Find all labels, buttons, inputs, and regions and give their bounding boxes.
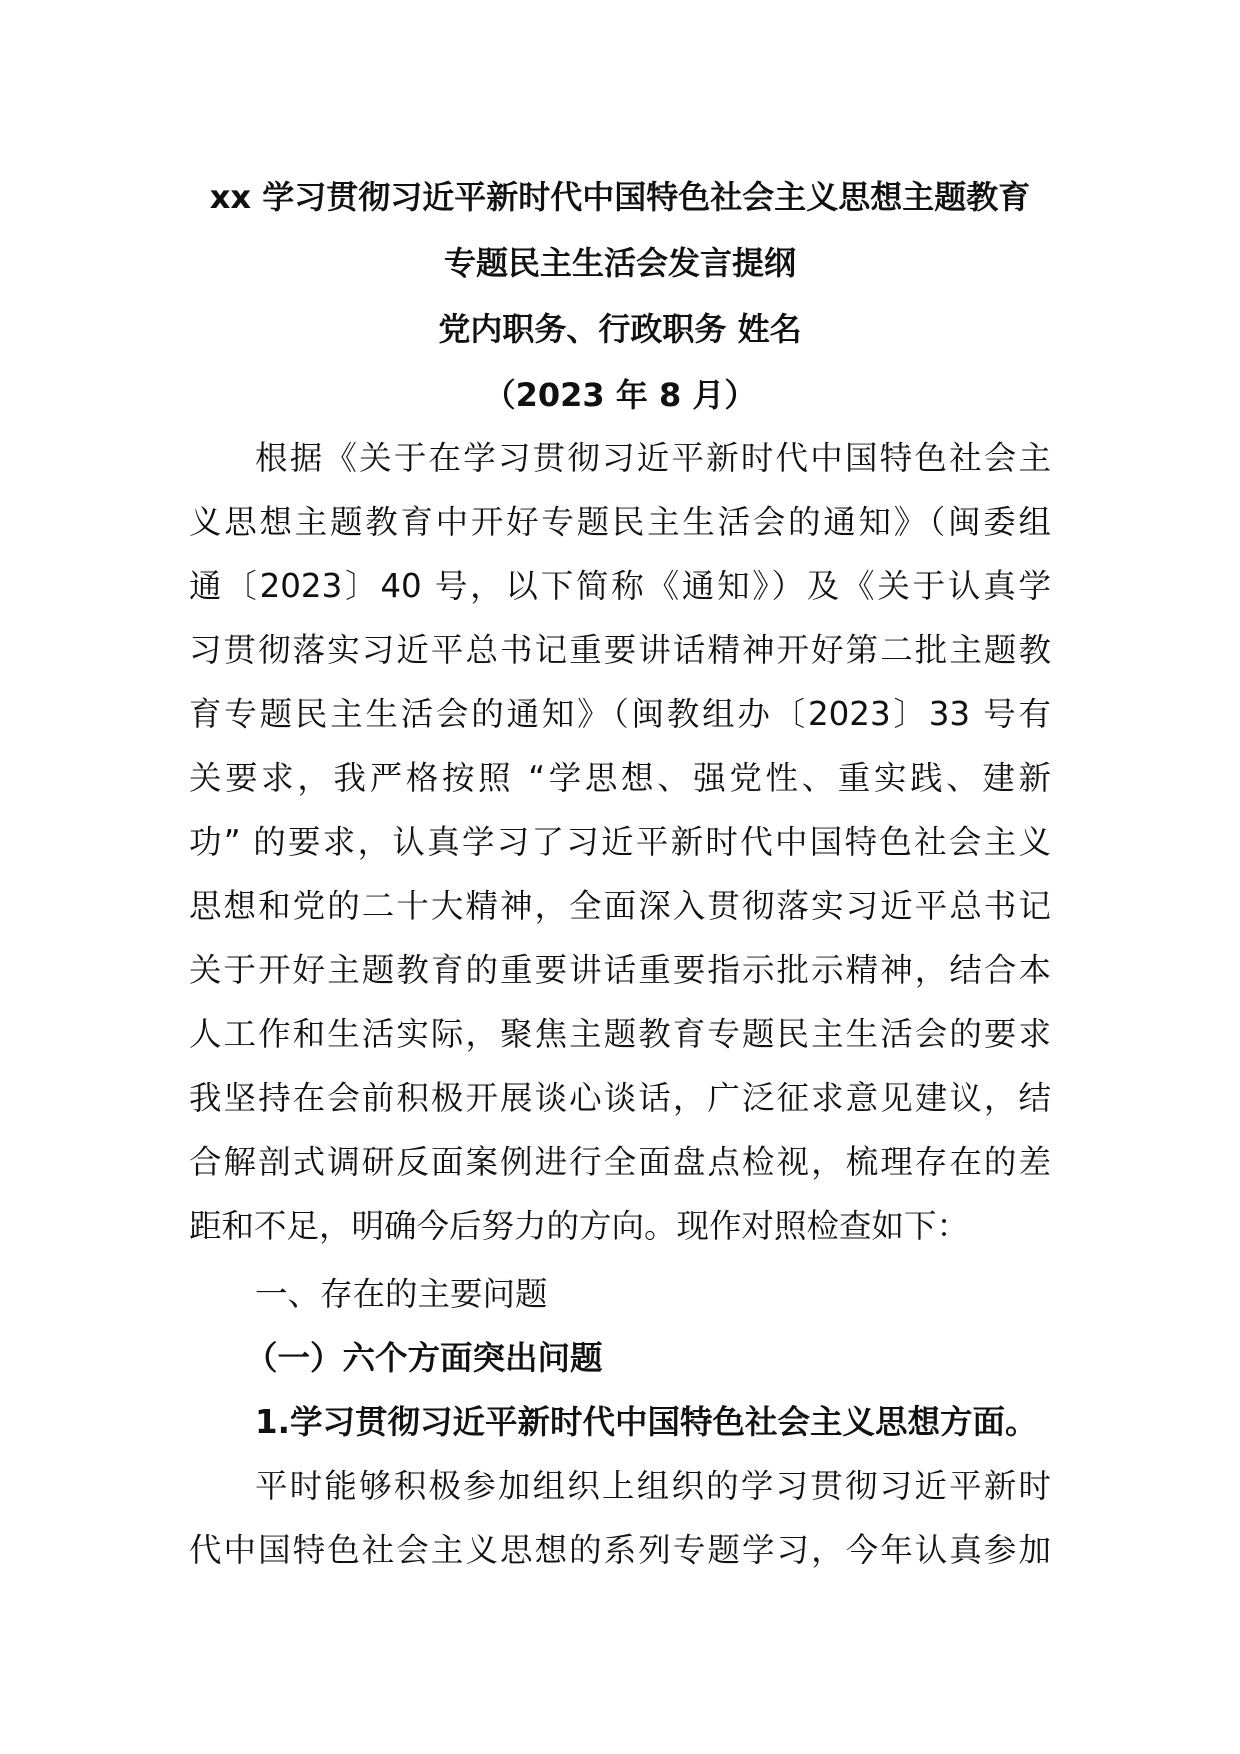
paragraph1-line-13: 距和不足，明确今后努力的方向。现作对照检查如下： <box>189 1207 970 1245</box>
paragraph1-line-5: 育专题民主生活会的通知》（闽教组办〔2023〕33 号有 <box>189 695 1051 733</box>
title-line-2: 专题民主生活会发言提纲 <box>443 244 796 282</box>
paragraph1-line-3: 通〔2023〕40 号，以下简称《通知》）及《关于认真学 <box>189 567 1051 605</box>
item-heading: 1.学习贯彻习近平新时代中国特色社会主义思想方面。 <box>255 1403 1038 1441</box>
section-heading: 一、存在的主要问题 <box>255 1275 548 1313</box>
title-line-1: xx 学习贯彻习近平新时代中国特色社会主义思想主题教育 <box>209 178 1031 216</box>
paragraph1-line-1: 根据《关于在学习贯彻习近平新时代中国特色社会主 <box>255 439 1051 477</box>
paragraph1-line-4: 习贯彻落实习近平总书记重要讲话精神开好第二批主题教 <box>189 631 1051 669</box>
paragraph1-line-6: 关要求，我严格按照 “学思想、强党性、重实践、建新 <box>189 759 1051 797</box>
title-line-3: 党内职务、行政职务 姓名 <box>438 310 802 348</box>
subsection-heading: （一）六个方面突出问题 <box>245 1339 603 1377</box>
paragraph1-line-11: 我坚持在会前积极开展谈心谈话，广泛征求意见建议，结 <box>189 1079 1051 1117</box>
title-line-4: （2023 年 8 月） <box>483 376 757 414</box>
paragraph1-line-8: 思想和党的二十大精神，全面深入贯彻落实习近平总书记 <box>189 887 1051 925</box>
paragraph1-line-10: 人工作和生活实际，聚焦主题教育专题民主生活会的要求 <box>189 1015 1051 1053</box>
paragraph2-line-2: 代中国特色社会主义思想的系列专题学习，今年认真参加 <box>189 1531 1051 1569</box>
document-title <box>150 164 1090 428</box>
paragraph1-line-12: 合解剖式调研反面案例进行全面盘点检视，梳理存在的差 <box>189 1143 1051 1181</box>
paragraph1-line-7: 功” 的要求，认真学习了习近平新时代中国特色社会主义 <box>189 823 1051 861</box>
paragraph1-line-9: 关于开好主题教育的重要讲话重要指示批示精神，结合本 <box>189 951 1051 989</box>
paragraph1-line-2: 义思想主题教育中开好专题民主生活会的通知》（闽委组 <box>189 503 1051 541</box>
paragraph2-line-1: 平时能够积极参加组织上组织的学习贯彻习近平新时 <box>255 1467 1051 1505</box>
